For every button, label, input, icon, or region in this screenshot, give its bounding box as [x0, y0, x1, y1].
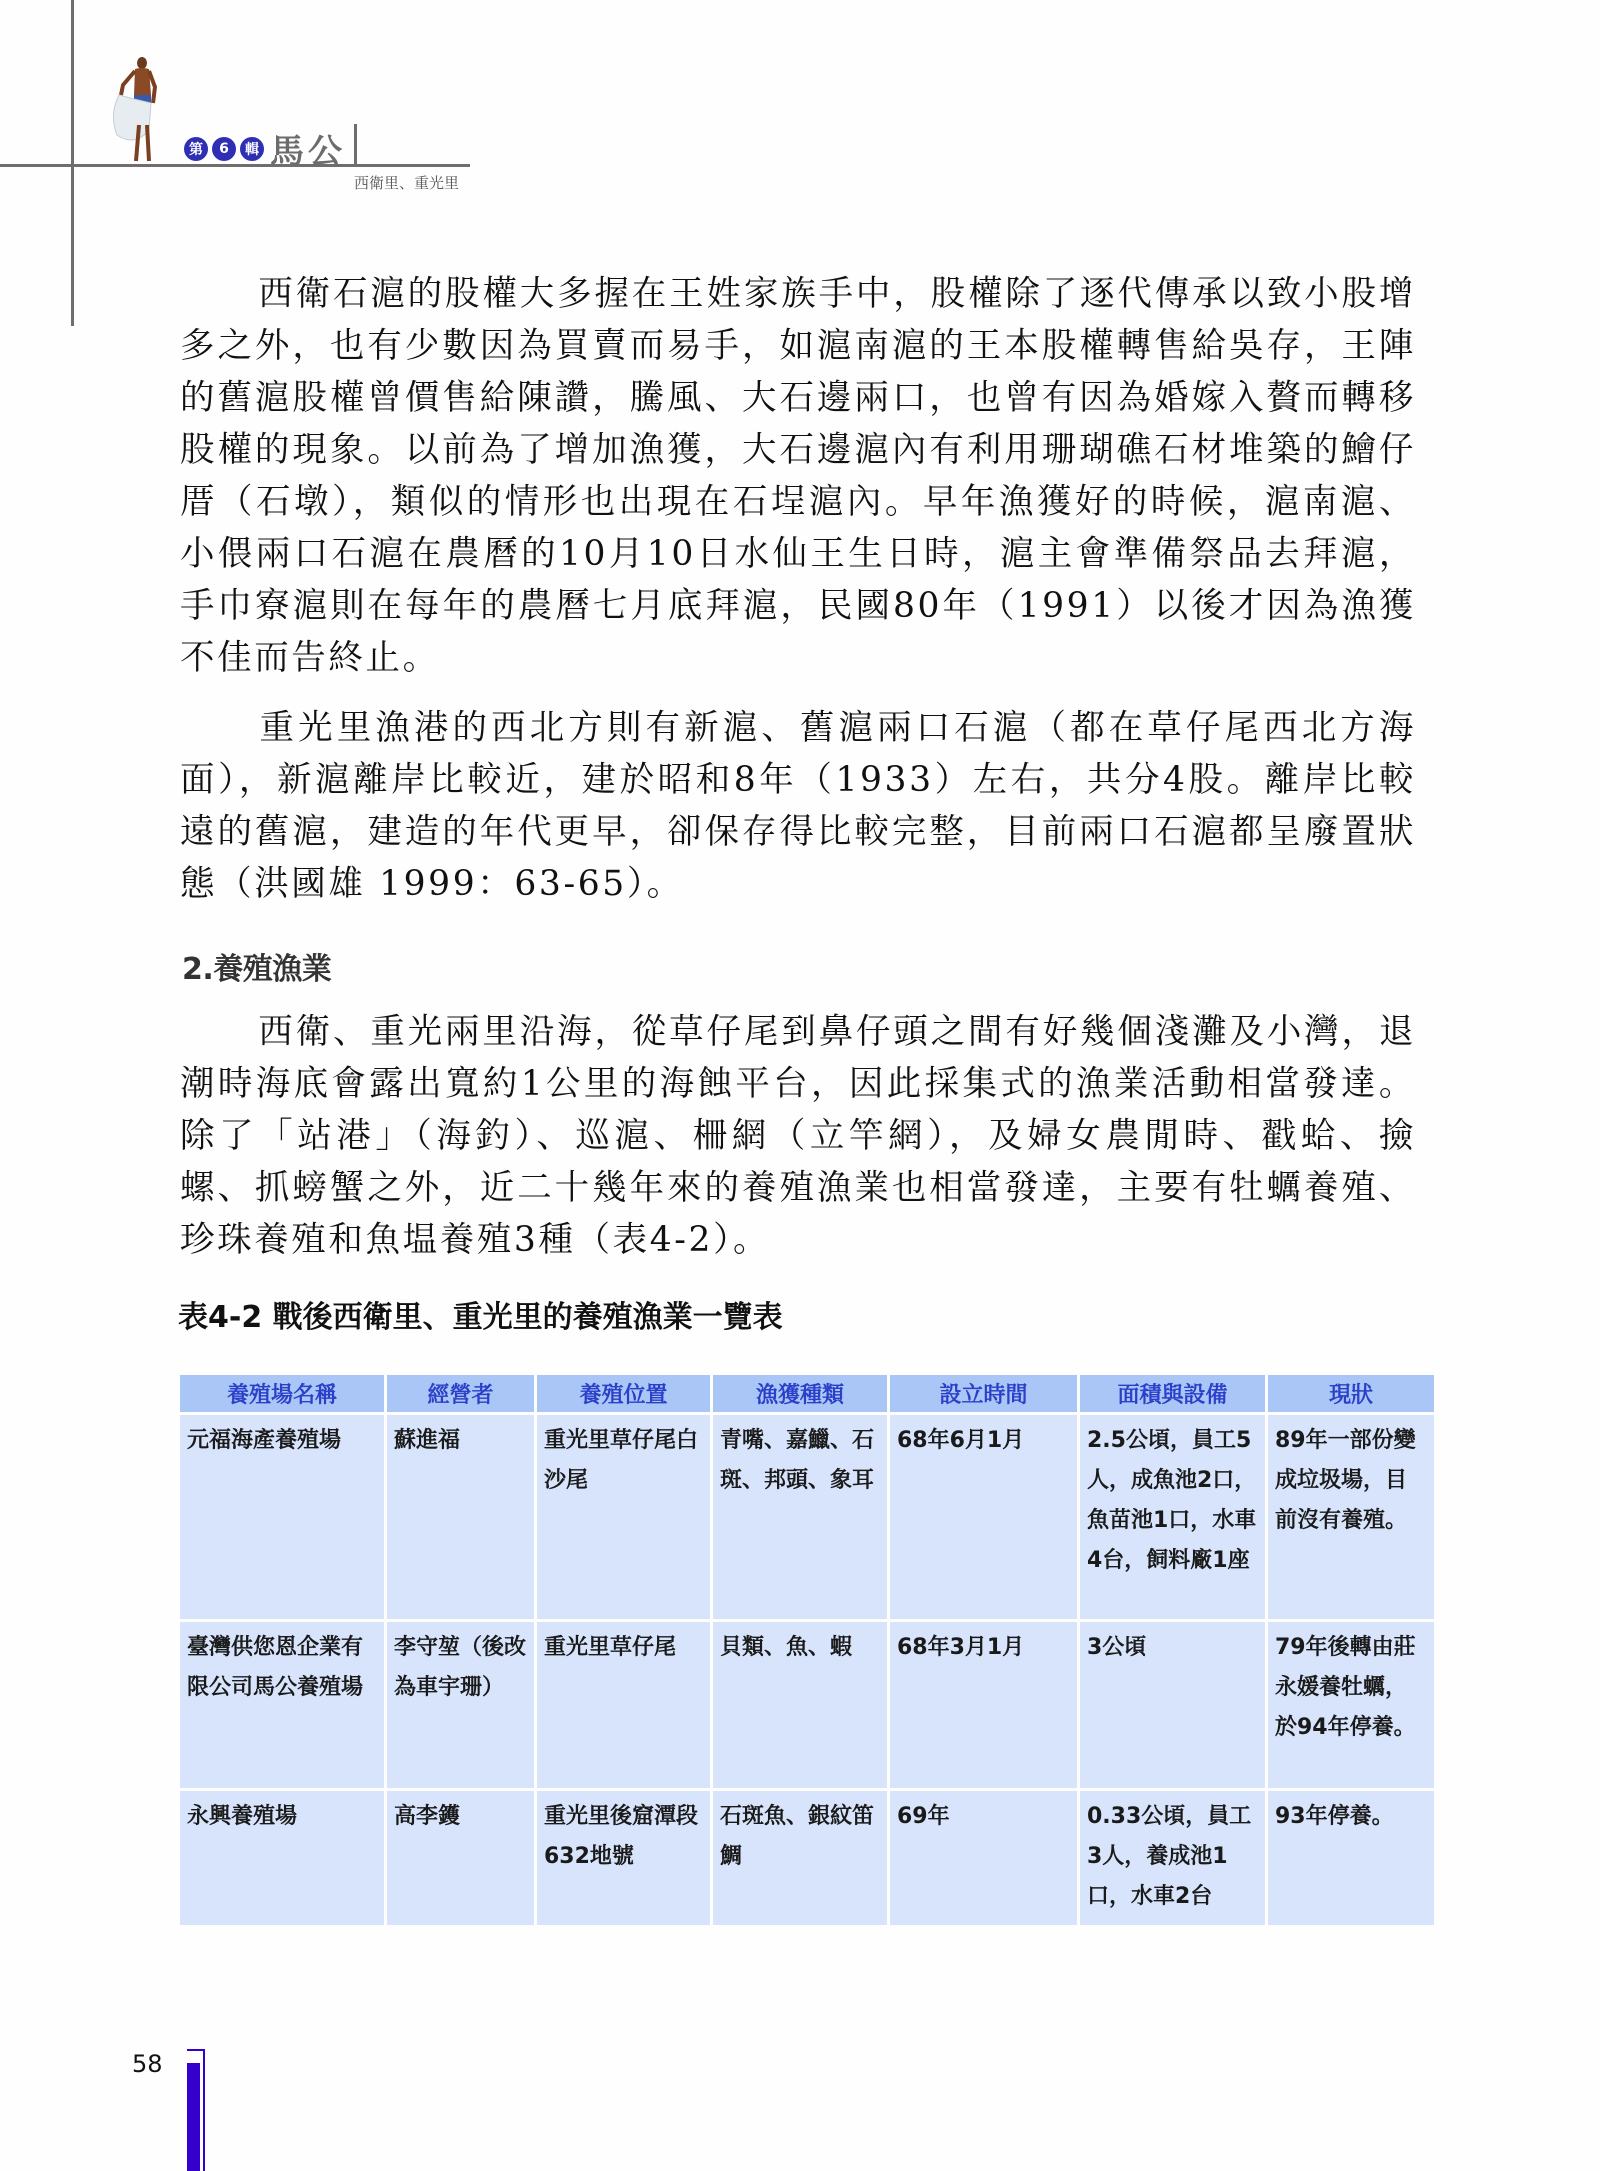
table-header-row	[180, 1375, 1434, 1412]
cell-area-equipment: 2.5公頃，員工5人，成魚池2口，魚苗池1口，水車4台，飼料廠1座	[1080, 1415, 1265, 1619]
column-header-status: 現狀	[1268, 1375, 1434, 1412]
column-header-location: 養殖位置	[537, 1375, 710, 1412]
title-separator	[354, 124, 357, 164]
column-header-farm-name: 養殖場名稱	[180, 1375, 384, 1412]
cell-operator: 李守堃（後改為車宇珊）	[387, 1622, 534, 1788]
paragraph-text: 重光里漁港的西北方則有新滬、舊滬兩口石滬（都在草仔尾西北方海面），新滬離岸比較近，建於昭和8年（1933）左右，共分4股。離岸比較遠的舊滬，建造的年代更早，卻保存得比較完整，目前兩口石滬都呈廢置狀態（洪國雄 1999：63-65）。	[180, 708, 1416, 904]
cell-established: 68年3月1月	[890, 1622, 1077, 1788]
running-header-subtitle: 西衛里、重光里	[354, 174, 460, 192]
header-horizontal-rule	[0, 164, 470, 167]
cell-catch-species: 青嘴、嘉鱲、石斑、邦頭、象耳	[713, 1415, 887, 1619]
cell-operator: 蘇進福	[387, 1415, 534, 1619]
cell-catch-species: 石斑魚、銀紋笛鯛	[713, 1791, 887, 1925]
table-caption: 表4-2 戰後西衛里、重光里的養殖漁業一覽表	[178, 1300, 783, 1335]
column-header-catch-species: 漁獲種類	[713, 1375, 887, 1412]
table-row	[180, 1622, 1434, 1788]
cell-catch-species: 貝類、魚、蝦	[713, 1622, 887, 1788]
paragraph-text: 西衛石滬的股權大多握在王姓家族手中，股權除了逐代傳承以致小股增多之外，也有少數因為買賣而易手，如滬南滬的王本股權轉售給吳存，王陣的舊滬股權曾價售給陳讚，騰風、大石邊兩口，也曾有因為婚嫁入贅而轉移股權的現象。以前為了增加漁獲，大石邊滬內有利用珊瑚礁石材堆築的鱠仔厝（石墩），類似的情形也出現在石埕滬內。早年漁獲好的時候，滬南滬、小偎兩口石滬在農曆的10月10日水仙王生日時，滬主會準備祭品去拜滬，手巾寮滬則在每年的農曆七月底拜滬，民國80年（1991）以後才因為漁獲不佳而告終止。	[180, 274, 1416, 678]
cell-status: 93年停養。	[1268, 1791, 1434, 1925]
cell-established: 69年	[890, 1791, 1077, 1925]
chapter-badges	[184, 137, 264, 161]
cell-established: 68年6月1月	[890, 1415, 1077, 1619]
column-header-area-equipment: 面積與設備	[1080, 1375, 1265, 1412]
cell-operator: 高李鑊	[387, 1791, 534, 1925]
page-number: 58	[132, 2050, 163, 2078]
column-header-established: 設立時間	[890, 1375, 1077, 1412]
cell-farm-name: 元福海產養殖場	[180, 1415, 384, 1619]
paragraph-aquaculture	[180, 1006, 1416, 1266]
table-row	[180, 1415, 1434, 1619]
fisherman-casting-net-illustration	[105, 55, 180, 165]
badge-chapter-number: 6	[212, 137, 236, 161]
paragraph-chongguang-weirs	[180, 702, 1416, 910]
cell-area-equipment: 0.33公頃，員工3人，養成池1口，水車2台	[1080, 1791, 1265, 1925]
section-heading-aquaculture: 2.養殖漁業	[182, 952, 332, 987]
paragraph-stone-weir-shares	[180, 268, 1416, 684]
cell-status: 79年後轉由莊永媛養牡蠣，於94年停養。	[1268, 1622, 1434, 1788]
page-number-bar-decoration	[187, 2063, 200, 2171]
column-header-operator: 經營者	[387, 1375, 534, 1412]
cell-farm-name: 臺灣供您恩企業有限公司馬公養殖場	[180, 1622, 384, 1788]
cell-location: 重光里草仔尾	[537, 1622, 710, 1788]
margin-vertical-rule	[71, 0, 74, 326]
badge-chapter-prefix: 第	[184, 137, 208, 161]
table-row	[180, 1791, 1434, 1925]
cell-location: 重光里後窟潭段632地號	[537, 1791, 710, 1925]
series-title: 馬公	[270, 132, 346, 172]
aquaculture-farms-table	[177, 1372, 1437, 1928]
cell-farm-name: 永興養殖場	[180, 1791, 384, 1925]
badge-chapter-suffix: 輯	[240, 137, 264, 161]
cell-status: 89年一部份變成垃圾場，目前沒有養殖。	[1268, 1415, 1434, 1619]
paragraph-text: 西衛、重光兩里沿海，從草仔尾到鼻仔頭之間有好幾個淺灘及小灣，退潮時海底會露出寬約1公里的海蝕平台，因此採集式的漁業活動相當發達。除了「站港」（海釣）、巡滬、柵網（立竿網），及婦女農閒時、戳蛤、撿螺、抓螃蟹之外，近二十幾年來的養殖漁業也相當發達，主要有牡蠣養殖、珍珠養殖和魚塭養殖3種（表4-2）。	[180, 1012, 1416, 1260]
cell-area-equipment: 3公頃	[1080, 1622, 1265, 1788]
cell-location: 重光里草仔尾白沙尾	[537, 1415, 710, 1619]
